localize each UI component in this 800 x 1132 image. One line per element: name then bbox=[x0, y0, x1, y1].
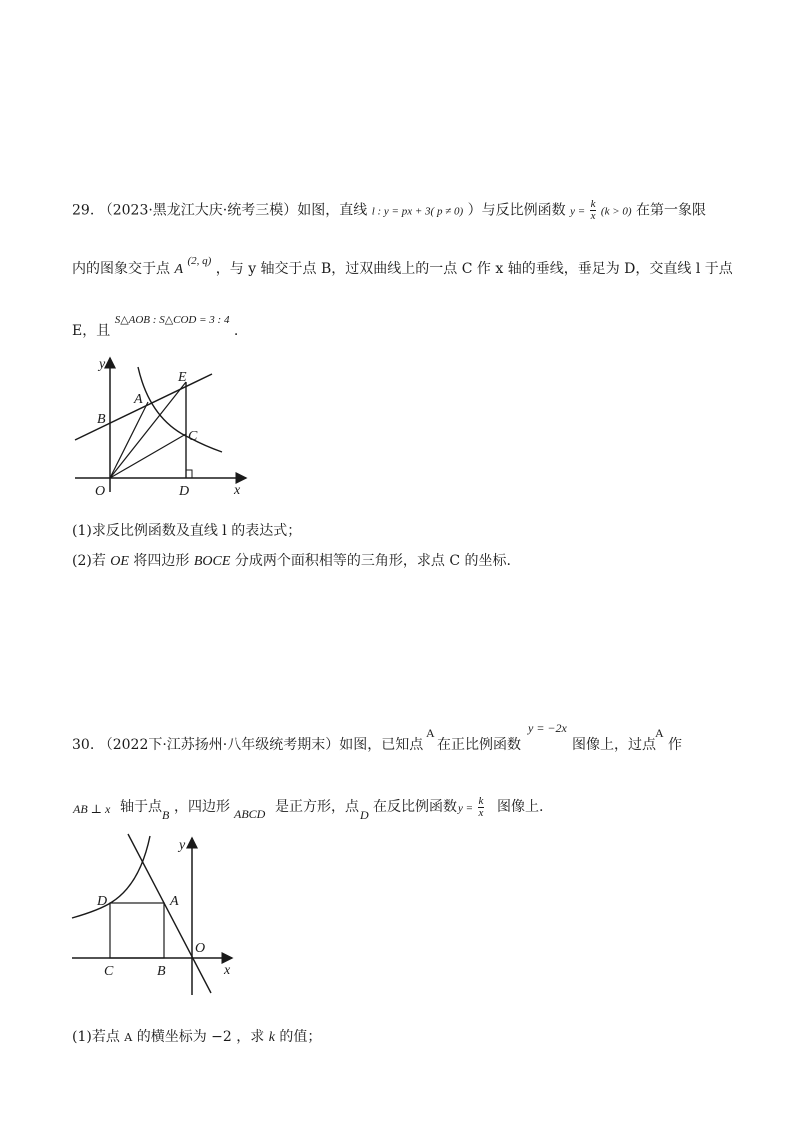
q29-label-y: y bbox=[99, 357, 106, 372]
q30-t2: 图像上，过点 bbox=[572, 737, 656, 753]
q29-figure bbox=[68, 350, 268, 502]
q30-figure bbox=[68, 830, 248, 1000]
q30-D: D bbox=[360, 808, 369, 822]
q30-source: （2022下·江苏扬州·八年级统考期末）如图，已知点 bbox=[98, 737, 424, 753]
q29-right-angle bbox=[186, 470, 192, 478]
q30-sub1-k: k bbox=[268, 1030, 275, 1045]
q29-area-ratio: S△AOB : S△COD = 3 : 4 bbox=[114, 314, 230, 326]
q29-sub2-b: 将四边形 bbox=[133, 553, 190, 569]
q29-line2-b: ，与 y 轴交于点 B，过双曲线上的一点 C 作 x 轴的垂线，垂足为 D，交直线 l 于点 bbox=[215, 261, 733, 277]
q29-line-equation: l : y = px + 3( p ≠ 0) bbox=[371, 205, 464, 218]
q30-A1: A bbox=[426, 726, 435, 740]
q29-label-A: A bbox=[134, 392, 143, 407]
q30-t6: 是正方形，点 bbox=[275, 799, 359, 815]
q29-func-y: y = bbox=[570, 205, 586, 218]
q29-source: （2023·黑龙江大庆·统考三模）如图，直线 bbox=[98, 202, 368, 219]
q30-sub1-a: (1)若点 bbox=[72, 1029, 120, 1045]
q30-sub1-c: ，求 bbox=[236, 1029, 265, 1045]
q30-B: B bbox=[162, 808, 170, 822]
q29-label-O: O bbox=[95, 484, 106, 499]
q29-point-A-coords: (2, q) bbox=[187, 255, 212, 267]
q30-A2: A bbox=[655, 726, 664, 740]
q30-t1: 在正比例函数 bbox=[437, 737, 521, 753]
q30-sub1-val: −2 bbox=[211, 1029, 232, 1045]
q30-func-den: x bbox=[478, 807, 484, 819]
q30-label-y: y bbox=[179, 838, 186, 853]
q29-func-fraction bbox=[590, 199, 597, 222]
q30-sub1 bbox=[72, 1030, 321, 1045]
q29-point-A: A bbox=[174, 262, 184, 277]
q30-t4: 轴于点 bbox=[120, 799, 162, 815]
q30-t5: ，四边形 bbox=[174, 799, 230, 815]
q30-square-ABCD bbox=[110, 903, 164, 958]
q29-label-E: E bbox=[178, 370, 187, 385]
q29-line2 bbox=[72, 255, 733, 277]
q29-line2-a: 内的图象交于点 bbox=[72, 261, 170, 277]
q30-label-O: O bbox=[195, 941, 206, 956]
q29-mid-text: ）与反比例函数 bbox=[467, 202, 566, 219]
q29-line3-E: E，且 bbox=[72, 323, 111, 339]
q29-label-x: x bbox=[234, 483, 241, 498]
q30-label-D: D bbox=[97, 894, 108, 909]
q29-ratio-end: . bbox=[233, 323, 239, 339]
q29-sub2-c: 分成两个面积相等的三角形，求点 C 的坐标. bbox=[234, 553, 511, 569]
q30-func bbox=[458, 796, 484, 819]
q30-ABCD: ABCD bbox=[234, 807, 266, 821]
q30-t8: 图像上. bbox=[497, 799, 544, 815]
q29-func-den: x bbox=[590, 210, 596, 222]
q29-func-num: k bbox=[590, 198, 596, 210]
q29-label-D: D bbox=[179, 484, 190, 499]
q29-sub2-BOCE: BOCE bbox=[193, 554, 231, 569]
q30-number: 30. bbox=[72, 737, 95, 753]
q30-sub1-d: 的值； bbox=[279, 1029, 322, 1045]
q30-func-fraction bbox=[478, 796, 485, 819]
q29-label-C: C bbox=[188, 429, 198, 444]
q30-line1 bbox=[72, 738, 423, 752]
q30-func-num: k bbox=[478, 795, 484, 807]
q30-label-A: A bbox=[170, 894, 179, 909]
q30-line-y-neg2x bbox=[128, 834, 211, 993]
q29-func-cond: (k > 0) bbox=[600, 205, 632, 218]
q29-label-B: B bbox=[97, 412, 106, 427]
q30-func-y: y = bbox=[458, 802, 474, 815]
q30-label-B: B bbox=[157, 964, 166, 979]
q29-line1 bbox=[72, 199, 706, 222]
q30-sub1-b: 的横坐标为 bbox=[136, 1029, 207, 1045]
q30-sub1-A: A bbox=[124, 1031, 133, 1044]
q30-AB-perp: AB ⊥ x bbox=[73, 802, 111, 816]
q30-label-C: C bbox=[104, 964, 114, 979]
q30-t7: 在反比例函数 bbox=[373, 799, 457, 815]
q30-t3: 作 bbox=[668, 737, 682, 753]
q29-sub1: (1)求反比例函数及直线 l 的表达式； bbox=[72, 523, 302, 539]
q30-eq1: y = −2x bbox=[528, 721, 567, 735]
q30-hyperbola bbox=[72, 836, 150, 918]
q29-number: 29. bbox=[72, 202, 95, 219]
q29-sub2-OE: OE bbox=[110, 554, 129, 569]
q29-sub2-a: (2)若 bbox=[72, 553, 106, 569]
q30-label-x: x bbox=[224, 963, 231, 978]
q29-tail-text: 在第一象限 bbox=[636, 202, 707, 219]
q29-sub2 bbox=[72, 554, 511, 569]
